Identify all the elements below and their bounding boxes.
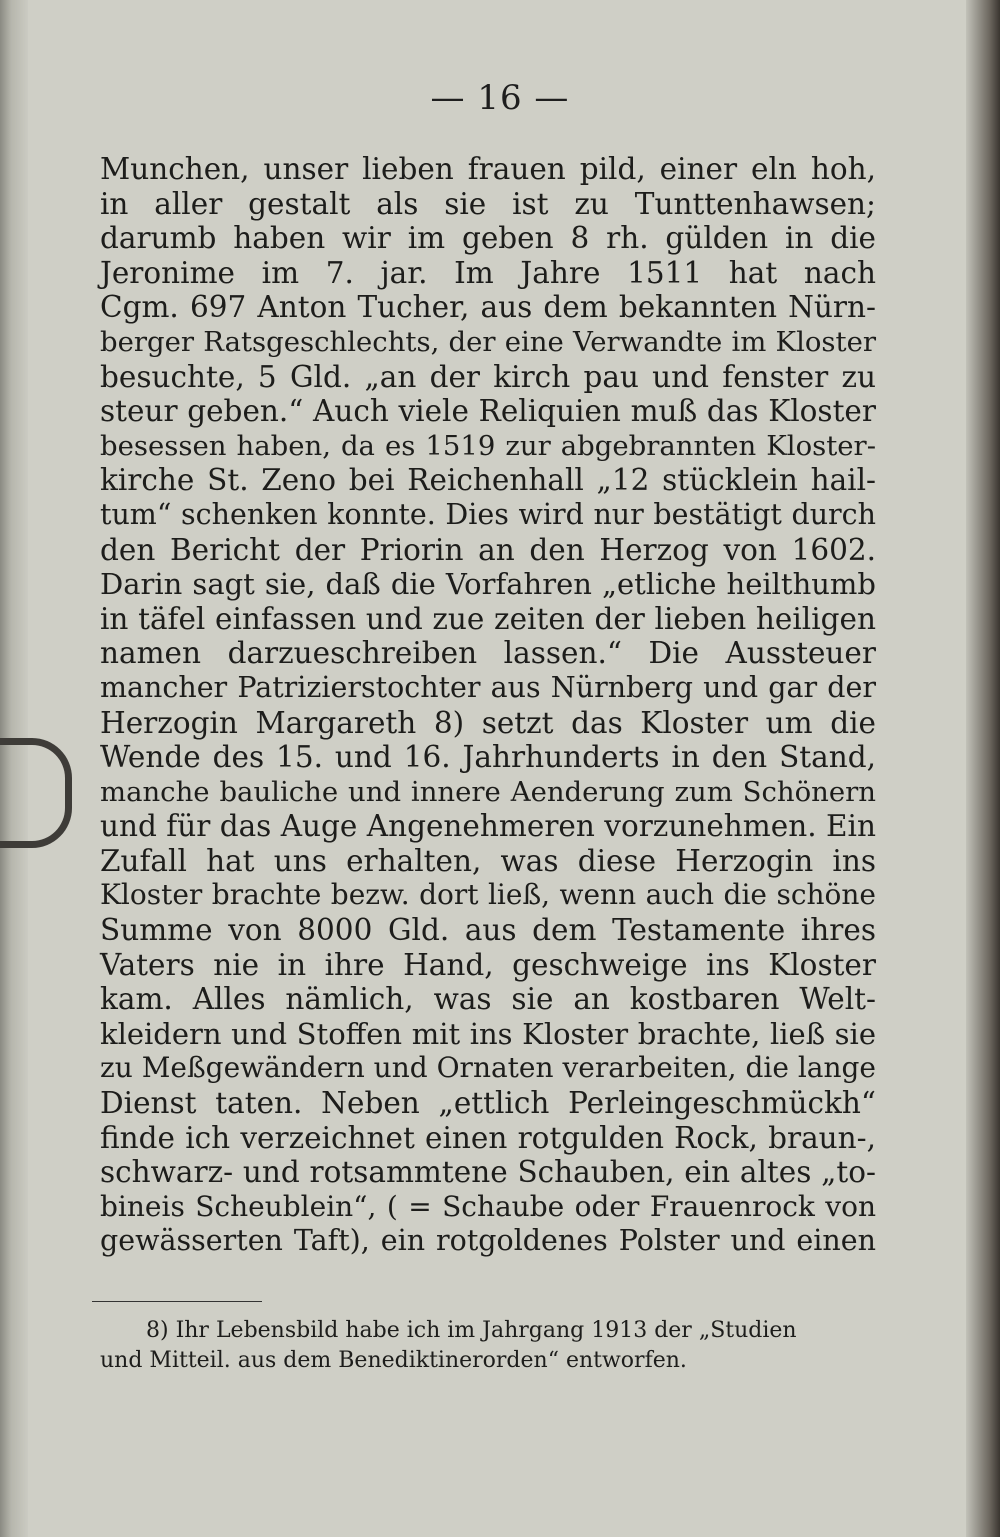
footnote-line: und Mitteil. aus dem Benediktinerorden“ entworfen.: [100, 1348, 687, 1373]
page-number-header: — 16 —: [430, 78, 570, 118]
text-line: manche bauliche und innere Aenderung zum Schönern: [100, 775, 876, 808]
text-line: besessen haben, da es 1519 zur abgebrannten Kloster-: [100, 429, 876, 462]
footnote: [100, 1316, 860, 1376]
text-line: Herzogin Margareth 8) setzt das Kloster um die: [100, 705, 876, 740]
text-line: kirche St. Zeno bei Reichenhall „12 stücklein hail-: [100, 463, 876, 498]
text-line: Dienst taten. Neben „ettlich Perleingeschmückh“: [100, 1086, 876, 1121]
text-line: Cgm. 697 Anton Tucher, aus dem bekannten Nürn-: [100, 290, 876, 325]
text-line: Kloster brachte bezw. dort ließ, wenn auch die schöne: [100, 878, 876, 912]
text-line: Munchen, unser lieben frauen pild, einer eln hoh,: [100, 152, 876, 186]
text-line: kam. Alles nämlich, was sie an kostbaren Welt-: [100, 982, 876, 1017]
text-line: Wende des 15. und 16. Jahrhunderts in den Stand,: [100, 740, 876, 775]
text-line: gewässerten Taft), ein rotgoldenes Polster und einen: [100, 1224, 876, 1258]
text-line: berger Ratsgeschlechts, der eine Verwandte im Kloster: [100, 325, 876, 358]
footnote-line: 8) Ihr Lebensbild habe ich im Jahrgang 1913 der „Studien: [146, 1318, 797, 1343]
text-line: mancher Patrizierstochter aus Nürnberg und gar der: [100, 670, 876, 704]
text-line: bineis Scheublein“, ( = Schaube oder Frauenrock von: [100, 1189, 876, 1223]
text-line: Darin sagt sie, daß die Vorfahren „etliche heilthumb: [100, 567, 876, 602]
page-right-edge: [966, 0, 1000, 1537]
text-line: zu Meßgewändern und Ornaten verarbeiten, die lange: [100, 1051, 876, 1085]
text-line: Jeronime im 7. jar. Im Jahre 1511 hat nach: [100, 255, 876, 290]
text-line: kleidern und Stoffen mit ins Kloster brachte, ließ sie: [100, 1016, 876, 1051]
body-text: [100, 152, 876, 1259]
text-line: Summe von 8000 Gld. aus dem Testamente ihres: [100, 913, 876, 948]
text-line: steur geben.“ Auch viele Reliquien muß das Kloster: [100, 394, 876, 429]
page-clip: [0, 738, 72, 848]
text-line: in aller gestalt als sie ist zu Tunttenhawsen;: [100, 186, 876, 221]
text-line: Vaters nie in ihre Hand, geschweige ins Kloster: [100, 947, 876, 982]
text-line: in täfel einfassen und zue zeiten der lieben heiligen: [100, 601, 876, 636]
text-line: und für das Auge Angenehmeren vorzunehmen. Ein: [100, 809, 876, 844]
text-line: darumb haben wir im geben 8 rh. gülden in die: [100, 221, 876, 256]
text-line: tum“ schenken konnte. Dies wird nur bestätigt durch: [100, 497, 876, 531]
text-line: schwarz- und rotsammtene Schauben, ein altes „to-: [100, 1155, 876, 1190]
text-line: finde ich verzeichnet einen rotgulden Rock, braun-,: [100, 1120, 876, 1155]
footnote-rule: [92, 1301, 262, 1302]
text-line: Zufall hat uns erhalten, was diese Herzogin ins: [100, 843, 876, 878]
text-line: besuchte, 5 Gld. „an der kirch pau und fenster zu: [100, 359, 876, 394]
text-line: namen darzueschreiben lassen.“ Die Aussteuer: [100, 636, 876, 671]
text-line: den Bericht der Priorin an den Herzog von 1602.: [100, 532, 876, 567]
